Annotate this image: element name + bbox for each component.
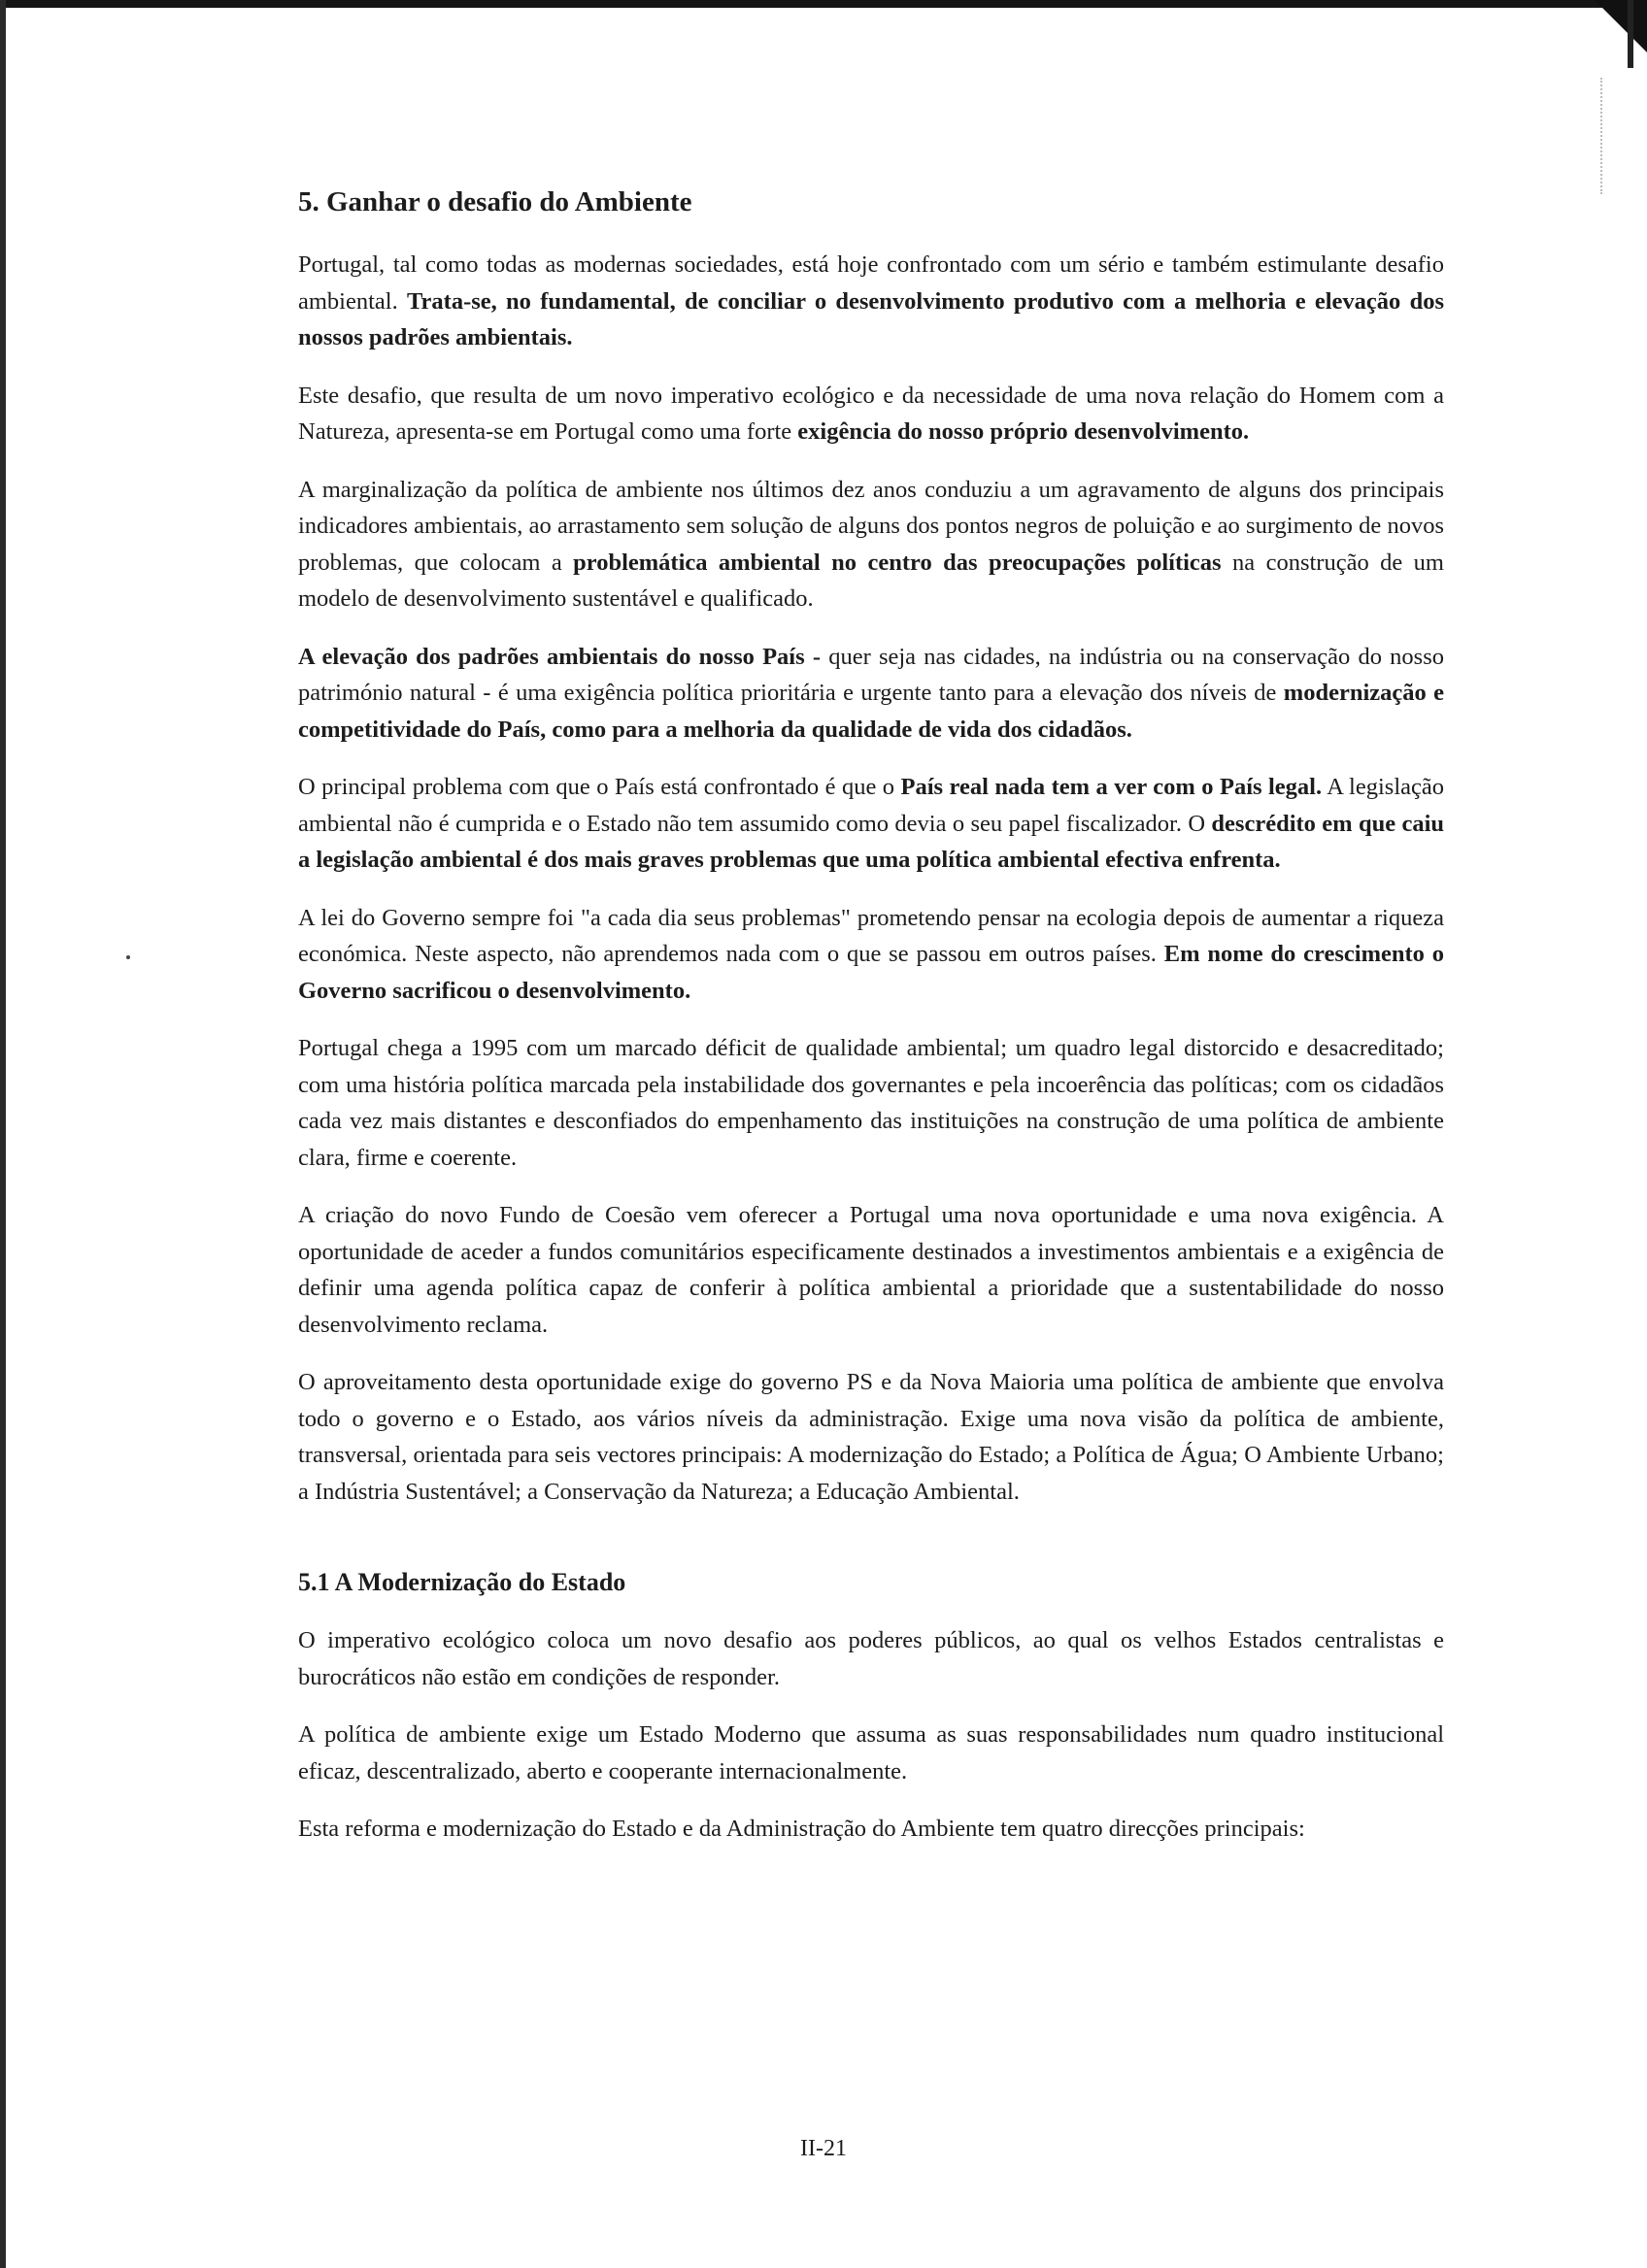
scan-left-border [0, 0, 6, 2268]
section-paragraphs [298, 247, 1444, 1510]
subsection-paragraphs [298, 1622, 1444, 1848]
bold-text: exigência do nosso próprio desenvolvimento. [797, 418, 1250, 445]
paragraph [298, 1811, 1444, 1848]
text-run: A política de ambiente exige um Estado Moderno que assuma as suas responsabilidades num quadro institucional eficaz, descentralizado, aberto e cooperante internacionalmente. [298, 1721, 1444, 1784]
text-run: Esta reforma e modernização do Estado e da Administração do Ambiente tem quatro direcções principais: [298, 1816, 1305, 1842]
text-run: Portugal chega a 1995 com um marcado déficit de qualidade ambiental; um quadro legal distorcido e desacreditado; com uma história política marcada pela instabilidade dos governantes e pela incoerência das políticas; com os cidadãos cada vez mais distantes e desconfiados do empenhamento das instituições na construção de uma política de ambiente clara, firme e coerente. [298, 1035, 1444, 1171]
page-number: II-21 [800, 2136, 847, 2161]
paragraph [298, 378, 1444, 450]
paragraph [298, 900, 1444, 1010]
paragraph [298, 769, 1444, 879]
bold-text: Em nome do crescimento o Governo sacrificou o desenvolvimento. [298, 941, 1444, 1004]
text-run: O imperativo ecológico coloca um novo desafio aos poderes públicos, ao qual os velhos Estados centralistas e burocráticos não estão em condições de responder. [298, 1627, 1444, 1690]
paragraph [298, 472, 1444, 617]
scan-corner-mark [1595, 0, 1647, 52]
scan-edge-dots [1600, 78, 1604, 194]
text-run: O aproveitamento desta oportunidade exige do governo PS e da Nova Maioria uma política de ambiente que envolva todo o governo e o Estado, aos vários níveis da administração. Exige uma nova visão da política de ambiente, transversal, orientada para seis vectores principais: A modernização do Estado; a Política de Água; O Ambiente Urbano; a Indústria Sustentável; a Conservação da Natureza; a Educação Ambiental. [298, 1369, 1444, 1505]
bold-text: modernização e competitividade do País, como para a melhoria da qualidade de vida dos cidadãos. [298, 680, 1444, 743]
paragraph [298, 639, 1444, 749]
text-run: quer seja nas cidades, na indústria ou na conservação do nosso património natural - é uma exigência política prioritária e urgente tanto para a elevação dos níveis de [298, 643, 1445, 706]
bold-text: problemática ambiental no centro das preocupações políticas [573, 549, 1222, 576]
scan-speck [126, 955, 130, 959]
paragraph [298, 247, 1444, 356]
text-run: A legislação ambiental não é cumprida e o Estado não tem assumido como devia o seu papel fiscalizador. O [298, 774, 1445, 837]
section-title: 5. Ganhar o desafio do Ambiente [298, 186, 692, 217]
paragraph [298, 1622, 1444, 1695]
text-run: A marginalização da política de ambiente nos últimos dez anos conduziu a um agravamento de alguns dos principais indicadores ambientais, ao arrastamento sem solução de alguns dos pontos negros de poluição e ao surgimento de novos problemas, que colocam a [298, 476, 1444, 576]
text-run: Este desafio, que resulta de um novo imperativo ecológico e da necessidade de uma nova relação do Homem com a Natureza, apresenta-se em Portugal como uma forte [298, 382, 1444, 445]
text-run: Portugal, tal como todas as modernas sociedades, está hoje confrontado com um sério e também estimulante desafio ambiental. [298, 251, 1444, 315]
bold-text: A elevação dos padrões ambientais do nosso País - [298, 643, 821, 670]
paragraph [298, 1030, 1444, 1176]
paragraph [298, 1197, 1444, 1343]
bold-text: País real nada tem a ver com o País legal. [900, 774, 1323, 800]
subsection-title: 5.1 A Modernização do Estado [298, 1568, 626, 1596]
scan-corner-stroke [1628, 0, 1633, 68]
scan-top-border [0, 0, 1647, 8]
bold-text: descrédito em que caiu a legislação ambiental é dos mais graves problemas que uma política ambiental efectiva enfrenta. [298, 810, 1444, 873]
text-run: na construção de um modelo de desenvolvimento sustentável e qualificado. [298, 549, 1444, 612]
text-run: A criação do novo Fundo de Coesão vem oferecer a Portugal uma nova oportunidade e uma nova exigência. A oportunidade de aceder a fundos comunitários especificamente destinados a investimentos ambientais e a exigência de definir uma agenda política capaz de conferir à política ambiental a prioridade que a sustentabilidade do nosso desenvolvimento reclama. [298, 1202, 1444, 1338]
bold-text: Trata-se, no fundamental, de conciliar o desenvolvimento produtivo com a melhoria e elevação dos nossos padrões ambientais. [298, 287, 1444, 350]
paragraph [298, 1364, 1444, 1510]
document-body [298, 184, 1444, 1869]
text-run: A lei do Governo sempre foi "a cada dia seus problemas" prometendo pensar na ecologia depois de aumentar a riqueza económica. Neste aspecto, não aprendemos nada com o que se passou em outros países. [298, 904, 1444, 967]
paragraph [298, 1717, 1444, 1789]
text-run: O principal problema com que o País está confrontado é que o [298, 774, 901, 800]
